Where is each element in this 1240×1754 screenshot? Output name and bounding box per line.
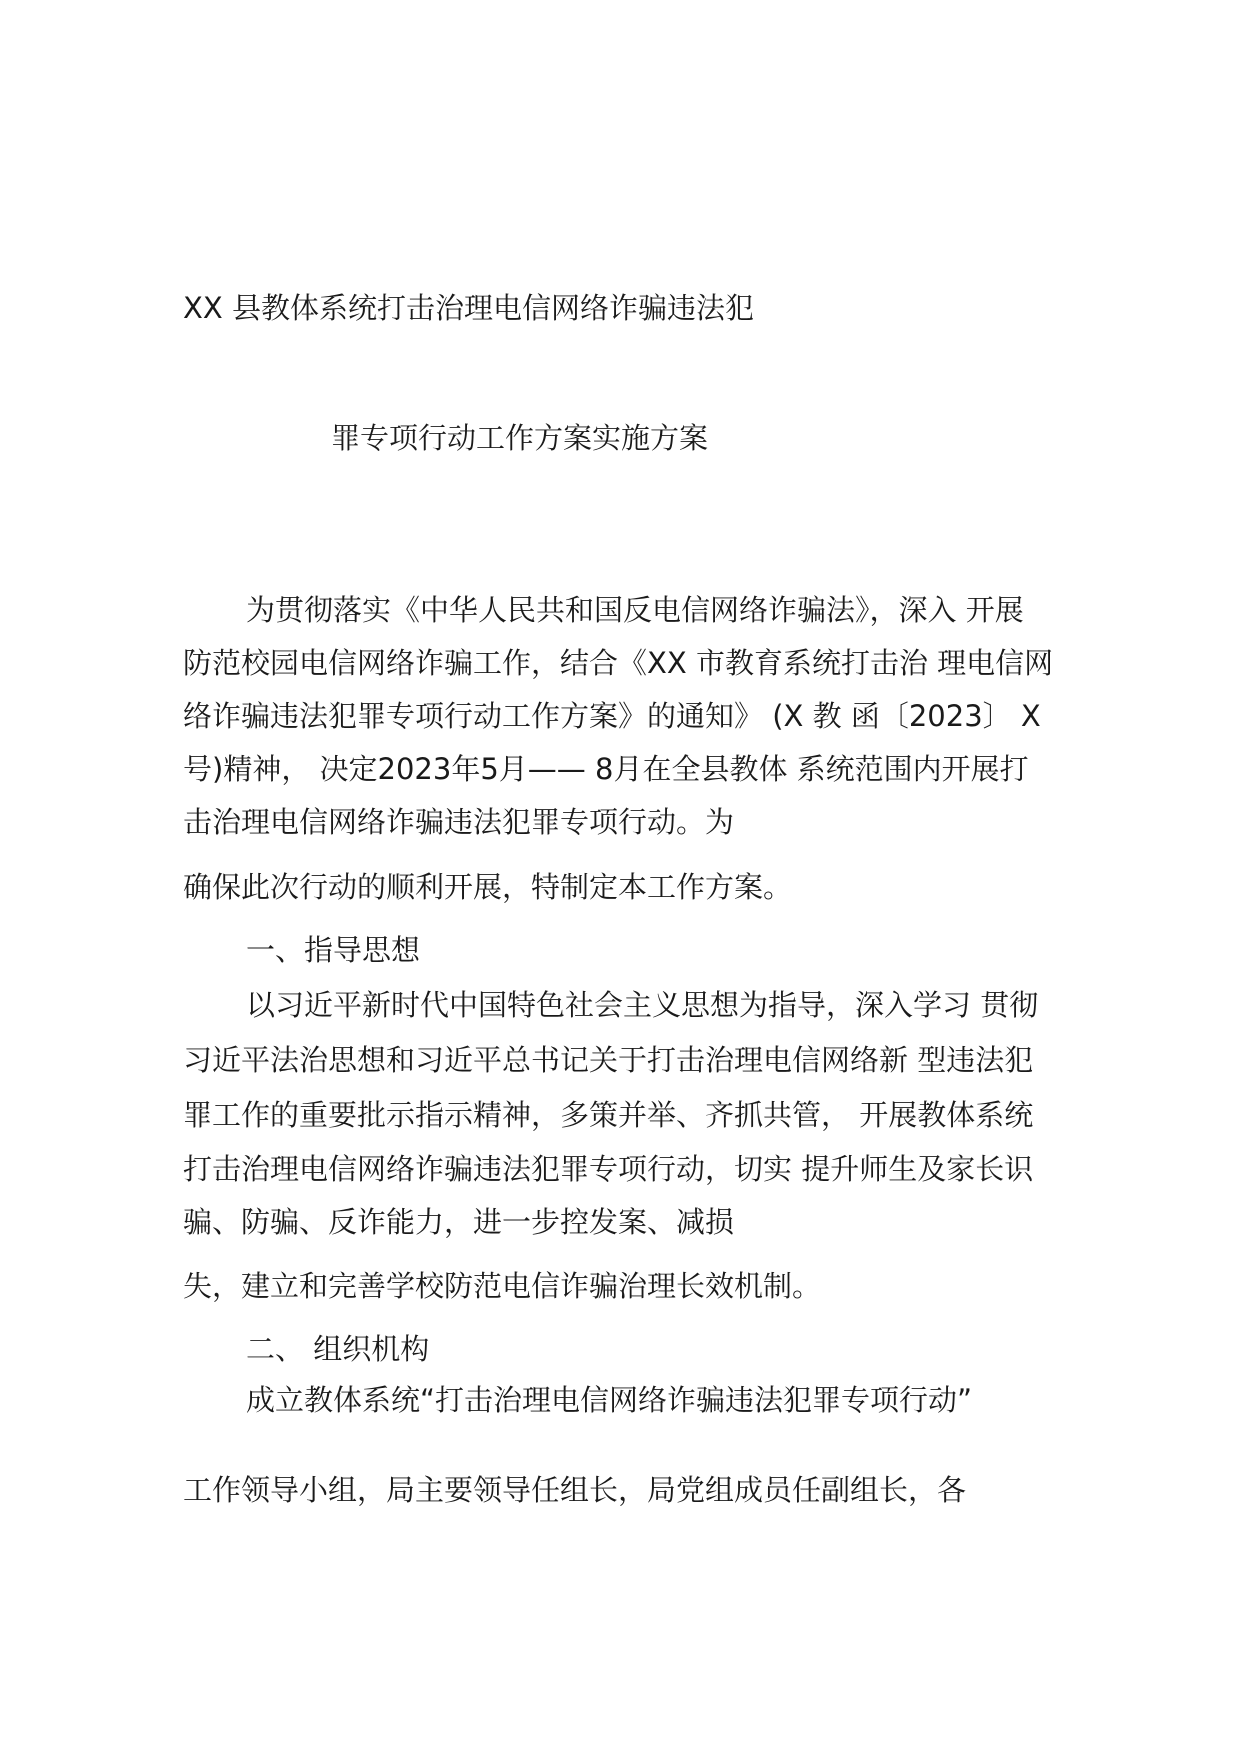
section-heading-guiding-ideology: 一、指导思想 bbox=[246, 933, 421, 967]
intro-paragraph-line: 防范校园电信网络诈骗工作，结合《XX 市教育系统打击治 理电信网 bbox=[183, 646, 1054, 680]
intro-paragraph-line: 为贯彻落实《中华人民共和国反电信网络诈骗法》，深入 开展 bbox=[246, 593, 1024, 627]
section1-paragraph-line: 以习近平新时代中国特色社会主义思想为指导，深入学习 贯彻 bbox=[246, 988, 1039, 1022]
section1-paragraph-line: 打击治理电信网络诈骗违法犯罪专项行动，切实 提升师生及家长识 bbox=[183, 1152, 1034, 1186]
intro-paragraph-line: 号)精神， 决定2023年5月—— 8月在全县教体 系统范围内开展打 bbox=[183, 752, 1029, 786]
intro-paragraph-line: 击治理电信网络诈骗违法犯罪专项行动。为 bbox=[183, 805, 735, 839]
section1-paragraph-line: 罪工作的重要批示指示精神，多策并举、齐抓共管， 开展教体系统 bbox=[183, 1098, 1034, 1132]
section1-paragraph-line: 习近平法治思想和习近平总书记关于打击治理电信网络新 型违法犯 bbox=[183, 1043, 1034, 1077]
section2-paragraph-line: 工作领导小组，局主要领导任组长，局党组成员任副组长，各 bbox=[183, 1473, 967, 1507]
document-title-line-1: XX 县教体系统打击治理电信网络诈骗违法犯 bbox=[183, 291, 754, 325]
section-heading-organization: 二、 组织机构 bbox=[246, 1332, 430, 1366]
document-title-line-2: 罪专项行动工作方案实施方案 bbox=[331, 421, 709, 455]
section2-paragraph-line: 成立教体系统“打击治理电信网络诈骗违法犯罪专项行动” bbox=[246, 1383, 973, 1417]
intro-paragraph-line: 络诈骗违法犯罪专项行动工作方案》的通知》 (X 教 函〔2023〕 X bbox=[183, 699, 1041, 733]
section1-paragraph-line: 骗、防骗、反诈能力，进一步控发案、减损 bbox=[183, 1205, 735, 1239]
intro-paragraph-line: 确保此次行动的顺利开展，特制定本工作方案。 bbox=[183, 870, 793, 904]
section1-paragraph-line: 失，建立和完善学校防范电信诈骗治理长效机制。 bbox=[183, 1269, 822, 1303]
